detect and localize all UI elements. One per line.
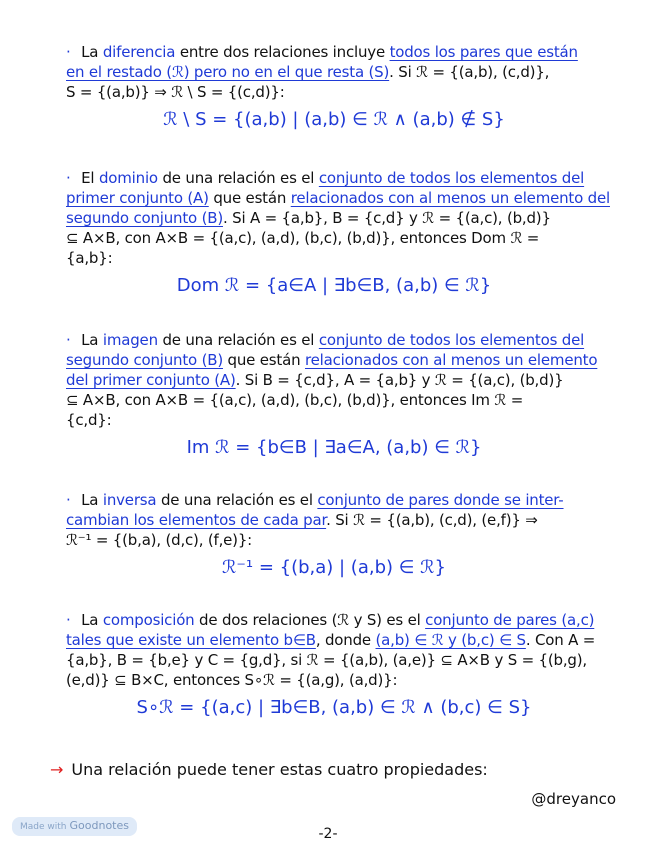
text-segment: . Si ℛ = {(a,b), (c,d), (e,f)} ⇒ xyxy=(326,511,538,529)
underlined-phrase: tales que existe un elemento b∈B xyxy=(66,631,316,649)
text-line xyxy=(66,650,602,670)
text-segment: que están xyxy=(222,351,305,369)
text-segment: que están xyxy=(208,189,291,207)
text-segment: de una relación es el xyxy=(157,331,319,349)
text-segment: . Con A = xyxy=(525,631,596,649)
text-segment: {a,b}, B = {b,e} y C = {g,d}, si ℛ = {(a,b), (a,e)} ⊆ A×B y S = {(b,g), xyxy=(66,651,587,669)
bullet-icon: · xyxy=(66,43,76,61)
text-segment: {a,b}: xyxy=(66,249,113,267)
text-segment: entre dos relaciones incluye xyxy=(175,43,390,61)
section-diferencia xyxy=(66,42,602,132)
formula: Im ℛ = {b∈B | ∃a∈A, (a,b) ∈ ℛ} xyxy=(186,437,482,458)
text-line xyxy=(66,490,602,510)
term-highlight: diferencia xyxy=(102,43,176,61)
underlined-phrase: conjunto de pares (a,c) xyxy=(425,611,595,629)
term-highlight: imagen xyxy=(102,331,158,349)
final-line xyxy=(50,760,488,780)
final-text: Una relación puede tener estas cuatro propiedades: xyxy=(71,760,488,779)
text-segment: , donde xyxy=(315,631,376,649)
underlined-phrase: conjunto de todos los elementos del xyxy=(318,331,585,349)
text-line xyxy=(66,168,602,188)
formula: ℛ⁻¹ = {(b,a) | (a,b) ∈ ℛ} xyxy=(222,557,446,578)
text-segment: La xyxy=(81,331,103,349)
text-segment: S = {(a,b)} ⇒ ℛ \ S = {(c,d)}: xyxy=(66,83,285,101)
red-arrow-icon: → xyxy=(50,760,64,779)
section-inversa xyxy=(66,490,602,580)
text-line xyxy=(66,630,602,650)
text-segment: de una relación es el xyxy=(157,169,319,187)
section-composicion xyxy=(66,610,602,720)
underlined-phrase: relacionados con al menos un elemento xyxy=(304,351,598,369)
text-segment: de una relación es el xyxy=(156,491,318,509)
underlined-phrase: relacionados con al menos un elemento del xyxy=(290,189,610,207)
text-segment: de dos relaciones (ℛ y S) es el xyxy=(194,611,426,629)
badge-brand: Goodnotes xyxy=(69,819,129,832)
author-handle: @dreyanco xyxy=(531,790,616,808)
text-segment: . Si B = {c,d}, A = {a,b} y ℛ = {(a,c), (b,d)} xyxy=(235,371,564,389)
text-segment: . Si A = {a,b}, B = {c,d} y ℛ = {(a,c), (b,d)} xyxy=(222,209,551,227)
text-segment: ℛ⁻¹ = {(b,a), (d,c), (f,e)}: xyxy=(66,531,253,549)
text-segment: (e,d)} ⊆ B×C, entonces S∘ℛ = {(a,g), (a,d)}: xyxy=(66,671,398,689)
term-highlight: dominio xyxy=(98,169,158,187)
text-line xyxy=(66,208,602,228)
text-segment: . Si ℛ = {(a,b), (c,d)}, xyxy=(389,63,550,81)
badge-made-with: Made with xyxy=(20,822,67,832)
text-line xyxy=(66,410,602,430)
text-line xyxy=(66,228,602,248)
text-line xyxy=(66,350,602,370)
text-segment: El xyxy=(81,169,99,187)
text-line xyxy=(66,62,602,82)
text-line xyxy=(66,370,602,390)
text-line xyxy=(66,610,602,630)
underlined-phrase: en el restado (ℛ) pero no en el que resta (S) xyxy=(66,63,390,81)
underlined-phrase: segundo conjunto (B) xyxy=(66,351,223,369)
text-line xyxy=(66,530,602,550)
text-line xyxy=(66,188,610,208)
section-dominio xyxy=(66,168,610,298)
text-segment: La xyxy=(81,611,103,629)
text-segment: La xyxy=(81,43,103,61)
underlined-phrase: cambian los elementos de cada par xyxy=(66,511,327,529)
text-line xyxy=(66,248,602,268)
underlined-phrase: primer conjunto (A) xyxy=(66,189,209,207)
underlined-phrase: todos los pares que están xyxy=(389,43,578,61)
formula: Dom ℛ = {a∈A | ∃b∈B, (a,b) ∈ ℛ} xyxy=(176,275,492,296)
text-line xyxy=(66,330,602,350)
bullet-icon: · xyxy=(66,491,76,509)
term-highlight: inversa xyxy=(102,491,157,509)
text-line xyxy=(66,510,602,530)
underlined-phrase: conjunto de pares donde se inter- xyxy=(317,491,564,509)
underlined-phrase: conjunto de todos los elementos del xyxy=(318,169,585,187)
text-line xyxy=(66,82,602,102)
underlined-phrase: del primer conjunto (A) xyxy=(66,371,236,389)
formula: S∘ℛ = {(a,c) | ∃b∈B, (a,b) ∈ ℛ ∧ (b,c) ∈ S} xyxy=(136,697,532,718)
text-segment: La xyxy=(81,491,103,509)
bullet-icon: · xyxy=(66,169,76,187)
bullet-icon: · xyxy=(66,331,76,349)
text-line xyxy=(66,390,602,410)
text-line xyxy=(66,670,602,690)
text-segment: {c,d}: xyxy=(66,411,112,429)
underlined-phrase: segundo conjunto (B) xyxy=(66,209,223,227)
text-line xyxy=(66,42,602,62)
section-imagen xyxy=(66,330,602,460)
text-segment: ⊆ A×B, con A×B = {(a,c), (a,d), (b,c), (b,d)}, entonces Im ℛ = xyxy=(66,391,524,409)
text-segment: ⊆ A×B, con A×B = {(a,c), (a,d), (b,c), (b,d)}, entonces Dom ℛ = xyxy=(66,229,540,247)
term-highlight: composición xyxy=(102,611,195,629)
formula: ℛ \ S = {(a,b) | (a,b) ∈ ℛ ∧ (a,b) ∉ S} xyxy=(163,109,505,130)
underlined-phrase: (a,b) ∈ ℛ y (b,c) ∈ S xyxy=(375,631,526,649)
bullet-icon: · xyxy=(66,611,76,629)
page-number: -2- xyxy=(318,826,338,842)
